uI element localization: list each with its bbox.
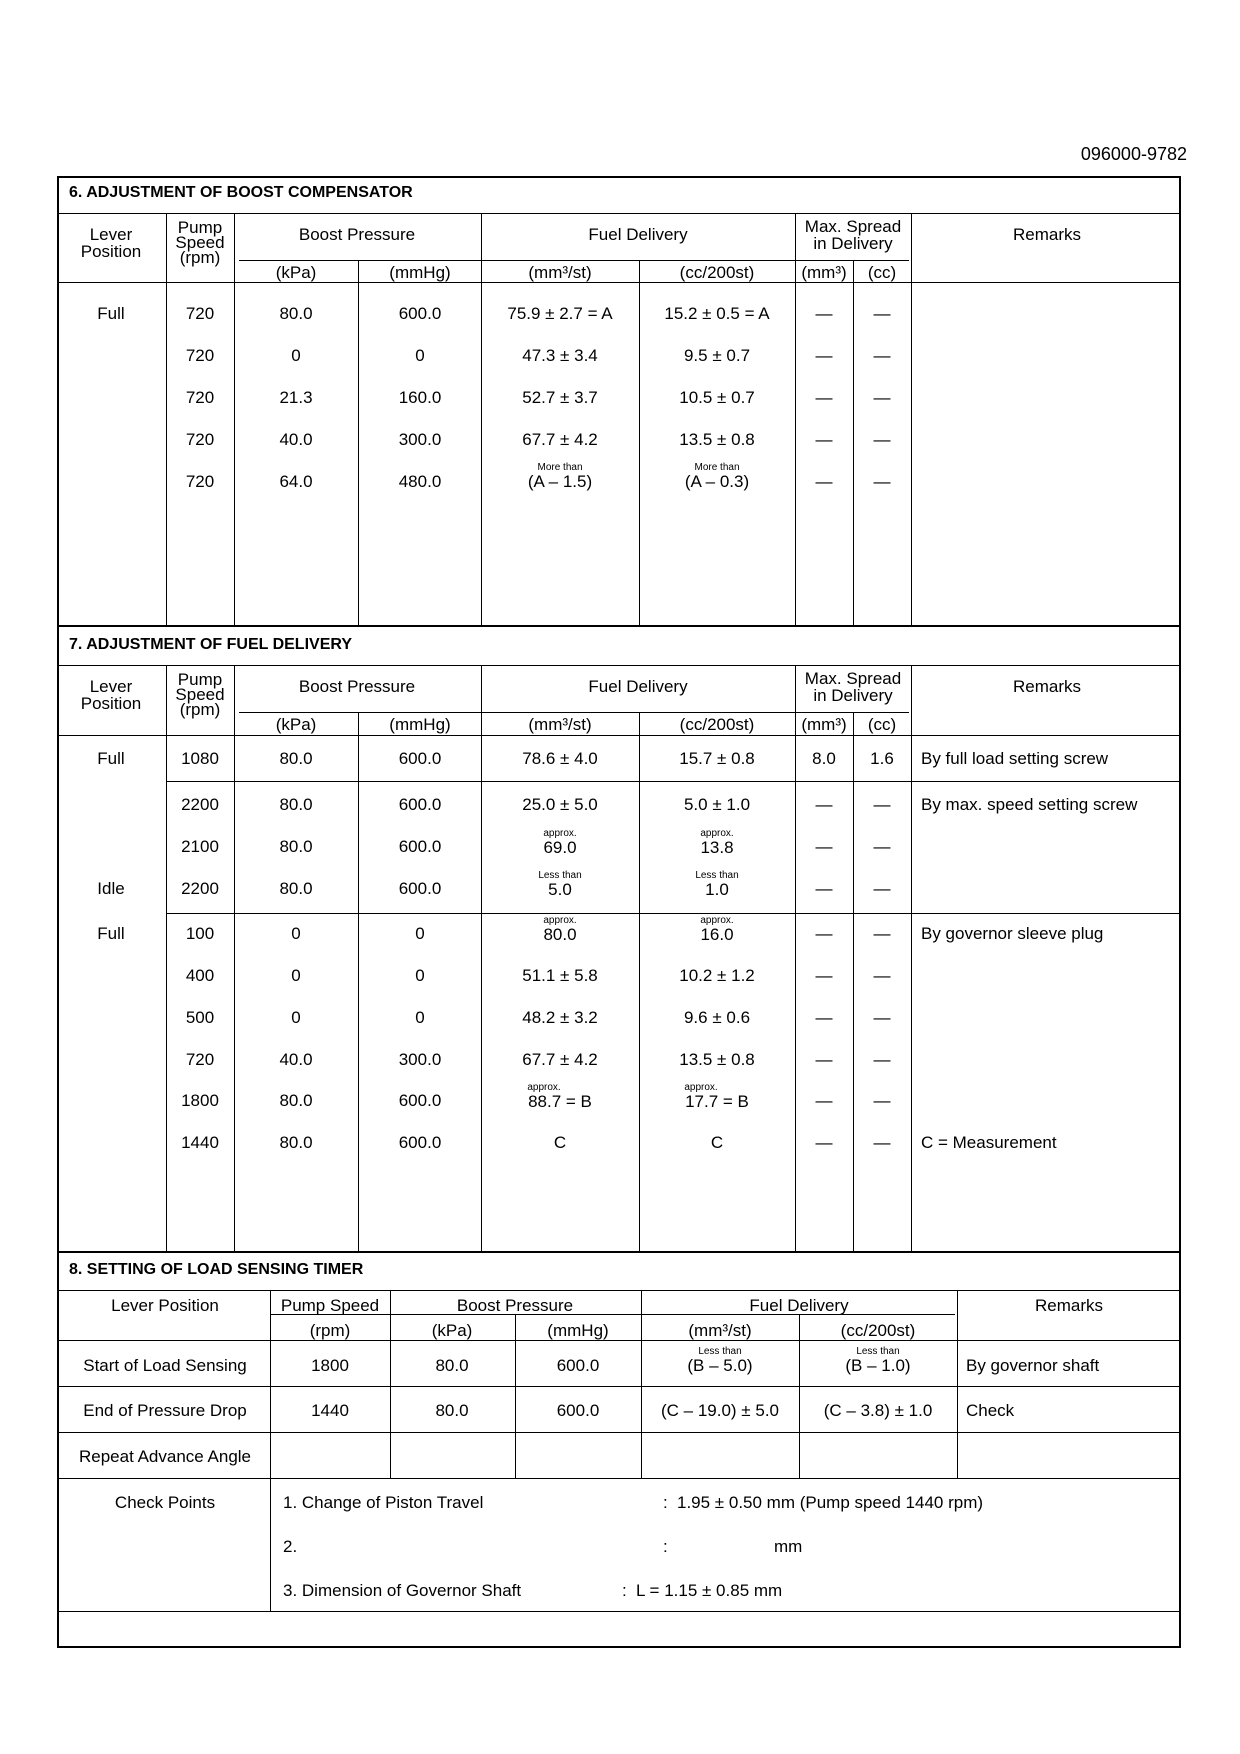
check-points-label: Check Points: [114, 1493, 216, 1512]
header-mm3-st: (mm³/st): [688, 1321, 752, 1340]
divider: [59, 1478, 1179, 1479]
header-lever-position: Lever Position: [80, 225, 142, 261]
header-rpm: (rpm): [309, 1321, 351, 1340]
header-mm3-st: (mm³/st): [528, 715, 592, 734]
divider: [59, 1611, 1179, 1612]
header-spread-cc: (cc): [867, 715, 897, 734]
header-boost-pressure: Boost Pressure: [456, 1296, 574, 1315]
divider: [59, 1386, 1179, 1387]
row-divider: [166, 913, 1179, 914]
header-max-spread: Max. Spread in Delivery: [804, 669, 902, 705]
header-mmhg: (mmHg): [389, 263, 451, 282]
header-remarks: Remarks: [1034, 1296, 1104, 1315]
divider: [59, 282, 1179, 283]
divider: [59, 1432, 1179, 1433]
header-remarks: Remarks: [1012, 677, 1082, 696]
specification-sheet: 6. ADJUSTMENT OF BOOST COMPENSATOR Lever Position Pump Speed (rpm) Boost Pressure (kPa) (mmHg) Fuel Delivery (mm³/st) (cc/200st) Max. Spread in Delivery (mm³) (cc) Remarks Full 720 80.0 600.0 75.9 ± 2.7 = A 15.2 ± 0.5 = A — — 720 0 0 47.3 ± 3.4 9.5 ± 0.7 — — 720 21.3 160.0 52.7 ± 3.7 10.5 ± 0.7 — — 720 40.0 300.0 67.7 ± 4.2 13.5 ± 0.8 — — 720 64.0 480.0 More than (A – 1.5) More than (A – 0.3) — — 7. ADJUSTMENT OF FUEL DELIVERY Lever Position Pump Speed (rpm) Boost Pressure (kPa) (mmHg) Fuel Delivery (mm³/st) (cc/200st) Max. Spread in Delivery (mm³) (cc) Remarks Full 1080 80.0 600.0 78.6 ± 4.0 15.7 ± 0.8 8.0 1.6 By full load setting screw 2200 80.0 600.0 25.0 ± 5.0 5.0 ± 1.0 — — By max. speed setting screw 2100 80.0 600.0 approx. 69.0 approx. 13.8 — — Idle 2200 80.0 600.0 Less than 5.0 Less than 1.0 — — Full 100 0 0 approx. 80.0 approx. 16.0 — — By governor sleeve plug 400 0 0 51.1 ± 5.8 10.2 ± 1.2 — — 500 0 0 48.2 ± 3.2 9.6 ± 0.6 — — 720 40.0 300.0 67.7 ± 4.2 13.5 ± 0.8 — — 1800 80.0 600.0 approx. 88.7 = B approx. 17.7 = B — — 1440 80.0 600.0 C C — — C = Measurement 8. SETTING OF LOAD SENSING TIMER Lever Position Pump Speed (rpm) Boost Pressure (kPa) (mmHg) Fuel Delivery (mm³/st) (cc/200st) Remarks Start of Load Sensing 1800 80.0 600.0 Less than (B – 5.0) Less than (B – 1.0) By governor shaft End of Pressure Drop 1440 80.0 600.0 (C – 19.0) ± 5.0 (C – 3.8) ± 1.0 Check Repeat Advance Angle Check Points 1. Change of Piston Travel : 1.95 ± 0.50 mm (Pump speed 1440 rpm) 2. : mm 3. Dimension of Governor Shaft : L = 1.15 ± 0.85 mm: [57, 176, 1181, 1648]
divider: [59, 1340, 1179, 1341]
header-fuel-delivery: Fuel Delivery: [749, 1296, 849, 1315]
header-pump-speed: Pump Speed (rpm): [175, 218, 225, 267]
header-kpa: (kPa): [431, 1321, 473, 1340]
section-divider: [59, 1251, 1179, 1253]
header-fuel-delivery: Fuel Delivery: [588, 677, 688, 696]
header-pump-speed: Pump Speed: [280, 1296, 380, 1315]
header-mmhg: (mmHg): [389, 715, 451, 734]
header-fuel-delivery: Fuel Delivery: [588, 225, 688, 244]
row-divider: [166, 781, 1179, 782]
header-cc-200st: (cc/200st): [679, 715, 755, 734]
header-lever-position: Lever Position: [111, 1296, 219, 1315]
header-kpa: (kPa): [275, 263, 317, 282]
header-max-spread: Max. Spread in Delivery: [804, 217, 902, 253]
header-cc-200st: (cc/200st): [840, 1321, 916, 1340]
header-spread-mm3: (mm³): [801, 715, 847, 734]
header-remarks: Remarks: [1012, 225, 1082, 244]
section-6-title: 6. ADJUSTMENT OF BOOST COMPENSATOR: [69, 184, 413, 201]
header-cc-200st: (cc/200st): [679, 263, 755, 282]
divider: [59, 213, 1179, 214]
header-boost-pressure: Boost Pressure: [298, 677, 416, 696]
header-mmhg: (mmHg): [547, 1321, 609, 1340]
document-number: 096000-9782: [1080, 144, 1187, 164]
header-boost-pressure: Boost Pressure: [298, 225, 416, 244]
divider: [59, 1290, 1179, 1291]
subheader-divider: [239, 712, 909, 713]
subheader-divider: [239, 260, 909, 261]
header-mm3-st: (mm³/st): [528, 263, 592, 282]
section-8-title: 8. SETTING OF LOAD SENSING TIMER: [69, 1261, 364, 1278]
header-lever-position: Lever Position: [80, 677, 142, 713]
header-pump-speed: Pump Speed (rpm): [175, 670, 225, 719]
header-kpa: (kPa): [275, 715, 317, 734]
divider: [59, 665, 1179, 666]
header-spread-cc: (cc): [867, 263, 897, 282]
section-divider: [59, 625, 1179, 627]
divider: [59, 735, 1179, 736]
section-7-title: 7. ADJUSTMENT OF FUEL DELIVERY: [69, 636, 352, 653]
header-spread-mm3: (mm³): [801, 263, 847, 282]
